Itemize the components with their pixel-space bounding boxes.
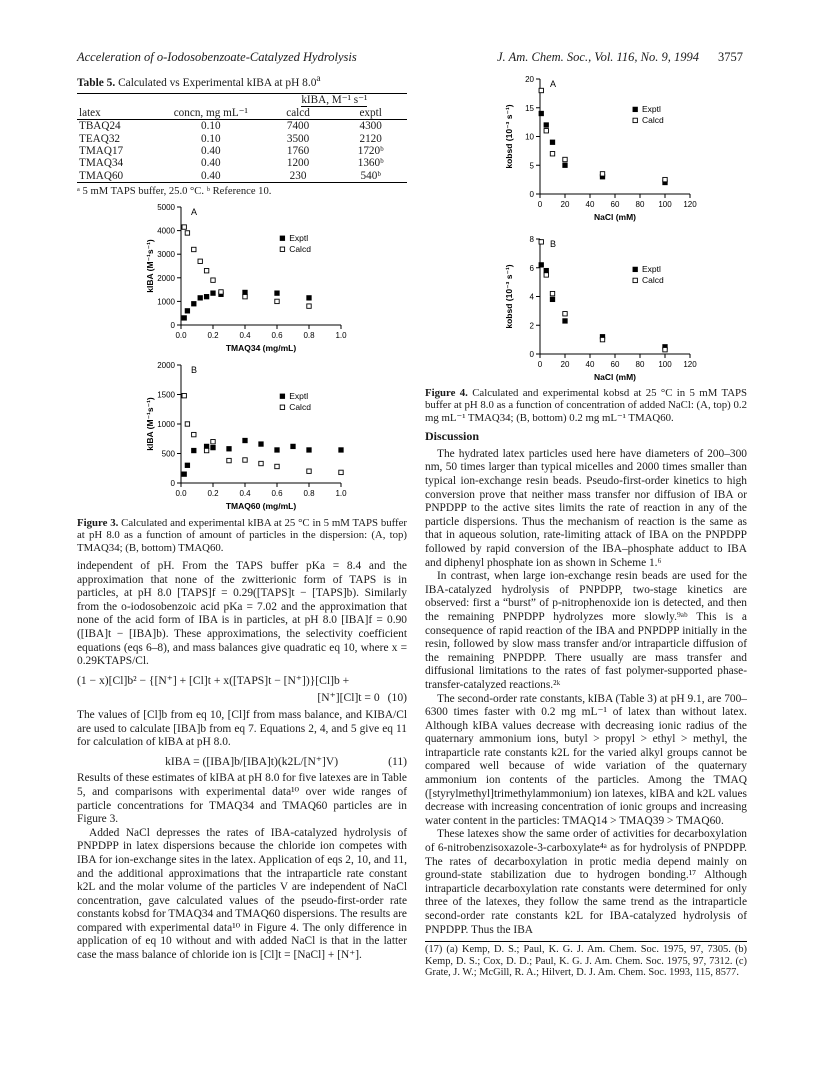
panel-label: B xyxy=(191,364,198,375)
data-point-exptl xyxy=(243,438,247,442)
col-header: concn, mg mL⁻¹ xyxy=(173,106,248,119)
y-tick-label: 2000 xyxy=(157,273,175,283)
legend-label: Exptl xyxy=(642,264,661,275)
x-tick-label: 80 xyxy=(635,360,645,369)
data-point-calcd xyxy=(307,304,311,308)
data-point-exptl xyxy=(259,442,263,446)
data-point-calcd xyxy=(243,294,247,298)
x-tick-label: 1.0 xyxy=(335,330,347,340)
figure3b-chart xyxy=(77,357,407,515)
y-tick-label: 5 xyxy=(529,161,534,171)
table-cell: TBAQ24 xyxy=(79,120,121,133)
data-point-exptl xyxy=(550,297,554,301)
data-point-calcd xyxy=(185,422,189,426)
running-head-journal: J. Am. Chem. Soc., Vol. 116, No. 9, 1994 xyxy=(497,50,699,64)
data-point-calcd xyxy=(563,312,567,316)
legend-label: Exptl xyxy=(289,390,309,401)
data-point-calcd xyxy=(185,231,189,235)
data-point-calcd xyxy=(204,448,208,452)
legend-label: Calcd xyxy=(289,243,311,254)
y-tick-label: 4000 xyxy=(157,226,175,236)
table-cell: 1360ᵇ xyxy=(357,157,384,170)
data-point-exptl xyxy=(544,268,548,272)
body-paragraph: The second-order rate constants, kIBA (Table 3) at pH 9.1, are 700–6300 times faster with 0.2 mg mL⁻¹ of latex than without latex. Although kIBA values decrease with decreasing ionic radius of the quaternary ammonium ions, butyl > propyl > ethyl > methyl, the intraparticle rate constants k2L for the varied alkyl groups cannot be compared well because of wide variation of the quaternary ammonium ion contents of the particles. Among the TMAQ ([styrylmethyl]trimethylammonium) ion latexes, kIBA and k2L values decrease with increasing concentration of ionic groups and increasing water content in the particles: TMAQ14 > TMAQ39 > TMAQ60. xyxy=(425,692,747,827)
table-cell: TMAQ60 xyxy=(79,169,124,182)
x-tick-label: 0.6 xyxy=(271,488,283,498)
x-tick-label: 100 xyxy=(658,200,672,209)
x-tick-label: 20 xyxy=(560,360,570,369)
data-point-exptl xyxy=(307,295,311,299)
data-point-calcd xyxy=(211,439,215,443)
table-cell: 1720ᵇ xyxy=(357,145,384,158)
y-axis-label: kIBA (M⁻¹s⁻¹) xyxy=(145,397,155,451)
x-tick-label: 1.0 xyxy=(335,488,347,498)
x-tick-label: 0.8 xyxy=(303,488,315,498)
x-tick-label: 0.8 xyxy=(303,330,315,340)
y-tick-label: 15 xyxy=(525,103,534,113)
data-point-exptl xyxy=(275,291,279,295)
y-tick-label: 5000 xyxy=(157,202,175,212)
data-point-exptl xyxy=(539,263,543,267)
legend-marker xyxy=(280,236,284,240)
x-tick-label: 0.0 xyxy=(175,488,187,498)
table5 xyxy=(77,93,407,183)
legend-marker xyxy=(280,247,284,251)
y-tick-label: 0 xyxy=(529,190,534,199)
x-tick-label: 40 xyxy=(585,360,595,369)
x-tick-label: 0.4 xyxy=(239,488,251,498)
body-paragraph: Added NaCl depresses the rates of IBA-catalyzed hydrolysis of PNPDPP in latex dispersions because the chloride ion competes with IBA for ion-exchange sites in the latex. Application of eqs 2, 10, and 11, and the additional approximations that the intraparticle rate constant k2L and the molar volume of the particles V are independent of NaCl concentration, gave calculated values of the pseudo-first-order rate constants kobsd for TMAQ34 and TMAQ60 dispersions. The results are compared with experimental data¹⁰ in Figure 4. The only difference in application of eq 10 without and with added NaCl is that in the latter case the mass balance of chloride ion is [Cl]t = [NaCl] + [N⁺]. xyxy=(77,826,407,962)
table-cell: 230 xyxy=(289,169,307,182)
page-number: 3757 xyxy=(718,50,743,64)
equation-10-line2: [N⁺][Cl]t = 0 (10) xyxy=(317,691,407,705)
table5-caption: Table 5. Calculated vs Experimental kIBA at pH 8.0$^a$ xyxy=(77,74,321,89)
data-point-exptl xyxy=(185,308,189,312)
data-point-exptl xyxy=(243,290,247,294)
data-point-exptl xyxy=(204,294,208,298)
data-point-exptl xyxy=(544,123,548,127)
table-cell: 1760 xyxy=(286,145,310,158)
data-point-exptl xyxy=(211,445,215,449)
equation-11: kIBA = ([IBA]b/[IBA]t)(k2L/[N⁺]V) (11) xyxy=(165,754,407,768)
table-cell: 3500 xyxy=(286,132,310,145)
x-tick-label: 60 xyxy=(610,360,620,369)
y-tick-label: 0 xyxy=(529,350,534,359)
table-cell: 0.40 xyxy=(201,157,221,170)
equation-10-line1: (1 − x)[Cl]b² − {[N⁺] + [Cl]t + x([TAPS]t − [N⁺])}[Cl]b + xyxy=(77,673,350,687)
data-point-exptl xyxy=(339,448,343,452)
y-tick-label: 1000 xyxy=(157,297,175,307)
data-point-calcd xyxy=(227,458,231,462)
x-tick-label: 60 xyxy=(610,200,620,209)
data-point-exptl xyxy=(185,463,189,467)
x-tick-label: 80 xyxy=(635,200,645,209)
table-cell: 1200 xyxy=(286,157,310,170)
y-tick-label: 2 xyxy=(529,321,534,331)
x-axis-label: NaCl (mM) xyxy=(593,372,637,382)
y-axis-label: kIBA (M⁻¹s⁻¹) xyxy=(145,239,155,293)
legend-marker xyxy=(633,107,637,111)
x-tick-label: 100 xyxy=(658,360,672,369)
figure3-caption: Figure 3. Calculated and experimental kIBA at 25 °C in 5 mM TAPS buffer at pH 8.0 as a function of amount of particles in the dispersion: (A, top) TMAQ34; (B, bottom) TMAQ60. xyxy=(77,516,408,554)
legend-label: Exptl xyxy=(642,104,661,115)
data-point-calcd xyxy=(550,291,554,295)
figure4b-chart xyxy=(425,225,747,385)
data-point-calcd xyxy=(663,177,667,181)
data-point-calcd xyxy=(275,464,279,468)
legend-label: Calcd xyxy=(642,115,664,126)
data-point-calcd xyxy=(198,259,202,263)
table-cell: 7400 xyxy=(286,120,310,133)
body-paragraph: These latexes show the same order of activities for decarboxylation of 6-nitrobenzisoxazole-3-carboxylate⁴ᵃ as for hydrolysis of PNPDPP. The rates of decarboxylation in protic media depend mainly on ground-state stabilization due to hydrogen bonding.¹⁷ Although intraparticle decarboxylation rate constants were determined for only three of the latexes, they follow the same trend as the intraparticle second-order rate constants k2L for IBA-catalyzed hydrolysis of PNPDPP. Thus the IBA xyxy=(425,828,747,936)
data-point-exptl xyxy=(192,301,196,305)
table-row xyxy=(77,133,407,145)
panel-label: A xyxy=(550,79,557,89)
data-point-calcd xyxy=(550,152,554,156)
data-point-exptl xyxy=(275,448,279,452)
data-point-calcd xyxy=(192,432,196,436)
running-head-title: Acceleration of o-Iodosobenzoate-Catalyzed Hydrolysis xyxy=(77,50,357,64)
table-row xyxy=(77,157,407,169)
y-tick-label: 1500 xyxy=(157,390,175,400)
data-point-exptl xyxy=(563,163,567,167)
table-cell: 0.40 xyxy=(201,145,221,158)
x-tick-label: 20 xyxy=(560,200,570,209)
left-column xyxy=(77,73,407,963)
legend-marker xyxy=(280,394,284,398)
data-point-exptl xyxy=(563,319,567,323)
panel-label: A xyxy=(191,206,198,217)
col-header: latex xyxy=(79,106,101,119)
y-axis-label: kobsd (10⁻³ s⁻¹) xyxy=(504,264,514,329)
x-tick-label: 40 xyxy=(585,200,595,209)
legend-marker xyxy=(633,118,637,122)
data-point-calcd xyxy=(600,172,604,176)
data-point-exptl xyxy=(211,291,215,295)
y-tick-label: 8 xyxy=(529,235,534,244)
y-tick-label: 4 xyxy=(529,292,534,302)
data-point-calcd xyxy=(600,337,604,341)
legend-label: Calcd xyxy=(289,401,311,412)
panel-label: B xyxy=(550,239,557,249)
data-point-calcd xyxy=(275,299,279,303)
equation-number: (10) xyxy=(387,691,407,705)
table-cell: TMAQ17 xyxy=(79,145,124,158)
data-point-calcd xyxy=(259,461,263,465)
y-tick-label: 500 xyxy=(161,449,175,459)
y-tick-label: 3000 xyxy=(157,250,175,260)
col-header: calcd xyxy=(286,106,310,119)
figure3a-chart xyxy=(77,199,407,357)
data-point-calcd xyxy=(544,273,548,277)
x-tick-label: 0 xyxy=(537,200,543,209)
data-point-exptl xyxy=(291,444,295,448)
data-point-calcd xyxy=(192,247,196,251)
y-axis-label: kobsd (10⁻³ s⁻¹) xyxy=(504,104,514,169)
body-paragraph: The hydrated latex particles used here have diameters of 200–300 nm, 50 times larger than typical micelles and 2000 times smaller than typical ion-exchange resin beads. Pseudo-first-order kinetics to high conversion prove that neither mass transfer nor diffusion of IBA or PNPDPP to the active sites limits the rate of reaction in any of the particle dispersions. Thus the mechanism of reaction is the same as that in aqueous solution, rate-limiting attack of IBA on the PNPDPP followed by rapid conversion of the IBA–phosphate adduct to IBA and diphenyl phosphate ion as shown in Scheme 1.⁶ xyxy=(425,447,747,569)
data-point-calcd xyxy=(339,470,343,474)
legend-label: Exptl xyxy=(289,232,309,243)
data-point-calcd xyxy=(539,240,543,244)
x-tick-label: 0 xyxy=(537,360,543,369)
kiba-span-header: kIBA, M⁻¹ s⁻¹ xyxy=(301,94,368,107)
y-tick-label: 0 xyxy=(170,478,175,488)
data-point-exptl xyxy=(182,472,186,476)
table5-header-row xyxy=(77,107,407,120)
legend-marker xyxy=(633,267,637,271)
data-point-exptl xyxy=(198,295,202,299)
table-cell: 0.10 xyxy=(201,120,221,133)
x-axis-label: TMAQ34 (mg/mL) xyxy=(225,342,297,353)
table-cell: TMAQ34 xyxy=(79,157,124,170)
data-point-calcd xyxy=(243,458,247,462)
x-tick-label: 0.0 xyxy=(175,330,187,340)
y-tick-label: 1000 xyxy=(157,419,175,429)
data-point-calcd xyxy=(182,225,186,229)
data-point-calcd xyxy=(219,290,223,294)
y-tick-label: 6 xyxy=(529,263,534,273)
data-point-calcd xyxy=(563,157,567,161)
y-tick-label: 2000 xyxy=(157,360,175,370)
table-cell: 540ᵇ xyxy=(360,169,381,182)
data-point-calcd xyxy=(204,268,208,272)
legend-label: Calcd xyxy=(642,275,664,286)
data-point-calcd xyxy=(211,278,215,282)
y-tick-label: 20 xyxy=(525,75,534,84)
data-point-exptl xyxy=(550,140,554,144)
table-cell: TEAQ32 xyxy=(79,132,121,145)
body-paragraph: independent of pH. From the TAPS buffer pKa = 8.4 and the approximation that none of the zwitterionic form of TAPS is in particles, at pH 8.0 [TAPS]f = 0.29([TAPS]t − [TAPS]b). Similarly from the o-iodosobenzoic acid pKa = 7.02 and the approximation that none of the acid form of IBA is in particles, at pH 8.0 [IBA]f = 0.90 ([IBA]t − [IBA]b). These approximations, the selectivity coefficient equations (eqs 6–8), and mass balances give quadratic eq 10, where x = 0.29KTAPS/Cl. xyxy=(77,560,407,668)
figure4a-chart xyxy=(425,73,747,225)
figure4-caption: Figure 4. Calculated and experimental kobsd at 25 °C in 5 mM TAPS buffer at pH 8.0 as a function of concentration of added NaCl: (A, top) 0.2 mg mL⁻¹ TMAQ34; (B, bottom) 0.2 mg mL⁻¹ TMAQ60. xyxy=(425,387,748,424)
data-point-exptl xyxy=(539,111,543,115)
x-axis-label: NaCl (mM) xyxy=(593,212,637,222)
table5-footnote: ᵃ 5 mM TAPS buffer, 25.0 °C. ᵇ Reference 10. xyxy=(77,186,272,198)
data-point-exptl xyxy=(182,316,186,320)
table-cell: 2120 xyxy=(359,132,382,145)
body-paragraph: The values of [Cl]b from eq 10, [Cl]f from mass balance, and KIBA/Cl are used to calculate [IBA]b from eq 7. Equations 2, 4, and 5 give eq 11 for calculation of kIBA at pH 8.0. xyxy=(77,708,407,749)
x-tick-label: 0.2 xyxy=(207,488,219,498)
table-cell: 0.10 xyxy=(201,132,221,145)
x-tick-label: 0.6 xyxy=(271,330,283,340)
right-column xyxy=(425,73,747,979)
body-paragraph: Results of these estimates of kIBA at pH 8.0 for five latexes are in Table 5, and comparisons with experimental data¹⁰ over wide ranges of particle concentrations for TMAQ34 and TMAQ60 particles are in Figure 3. xyxy=(77,772,407,826)
x-tick-label: 0.2 xyxy=(207,330,219,340)
col-header: exptl xyxy=(359,106,382,119)
data-point-calcd xyxy=(307,469,311,473)
section-heading: Discussion xyxy=(425,429,480,444)
table-cell: 4300 xyxy=(359,120,382,133)
equation-10 xyxy=(77,674,407,688)
x-tick-label: 120 xyxy=(683,200,697,209)
data-point-calcd xyxy=(663,347,667,351)
data-point-calcd xyxy=(544,129,548,133)
x-axis-label: TMAQ60 (mg/mL) xyxy=(225,500,297,511)
equation-number: (11) xyxy=(388,754,407,768)
x-tick-label: 120 xyxy=(683,360,697,369)
footnote-17: (17) (a) Kemp, D. S.; Paul, K. G. J. Am. Chem. Soc. 1975, 97, 7305. (b) Kemp, D. S.; Cox, D. D.; Paul, K. G. J. Am. Chem. Soc. 1975, 97, 7312. (c) Grate, J. W.; McGill, R. A.; Hilvert, D. J. Am. Chem. Soc. 1993, 115, 8577. xyxy=(425,941,747,979)
table-row xyxy=(77,170,407,183)
legend-marker xyxy=(633,278,637,282)
table-cell: 0.40 xyxy=(201,169,221,182)
legend-marker xyxy=(280,405,284,409)
table-row xyxy=(77,145,407,157)
body-paragraph: In contrast, when large ion-exchange resin beads are used for the IBA-catalyzed hydrolysis of PNPDPP, two-stage kinetics are observed: first a “burst” of p-nitrophenoxide ion is detected, and then the remaining PNPDPP hydrolyzes more slowly.⁹ᵃᵇ This is a consequence of rapid reaction of the IBA and PNPDPP initially in the resin, followed by slow mass transfer and/or intraparticle diffusion of the remaining PNPDPP. There usually are mass transfer and diffusional limitations to the rates of fast polymer-supported phase-transfer-catalyzed reactions.²ᵏ xyxy=(425,570,747,691)
data-point-calcd xyxy=(182,393,186,397)
y-tick-label: 0 xyxy=(170,320,175,330)
y-tick-label: 10 xyxy=(525,132,534,142)
data-point-exptl xyxy=(307,448,311,452)
data-point-exptl xyxy=(192,448,196,452)
data-point-calcd xyxy=(539,88,543,92)
x-tick-label: 0.4 xyxy=(239,330,251,340)
data-point-exptl xyxy=(227,446,231,450)
table-row xyxy=(77,120,407,132)
